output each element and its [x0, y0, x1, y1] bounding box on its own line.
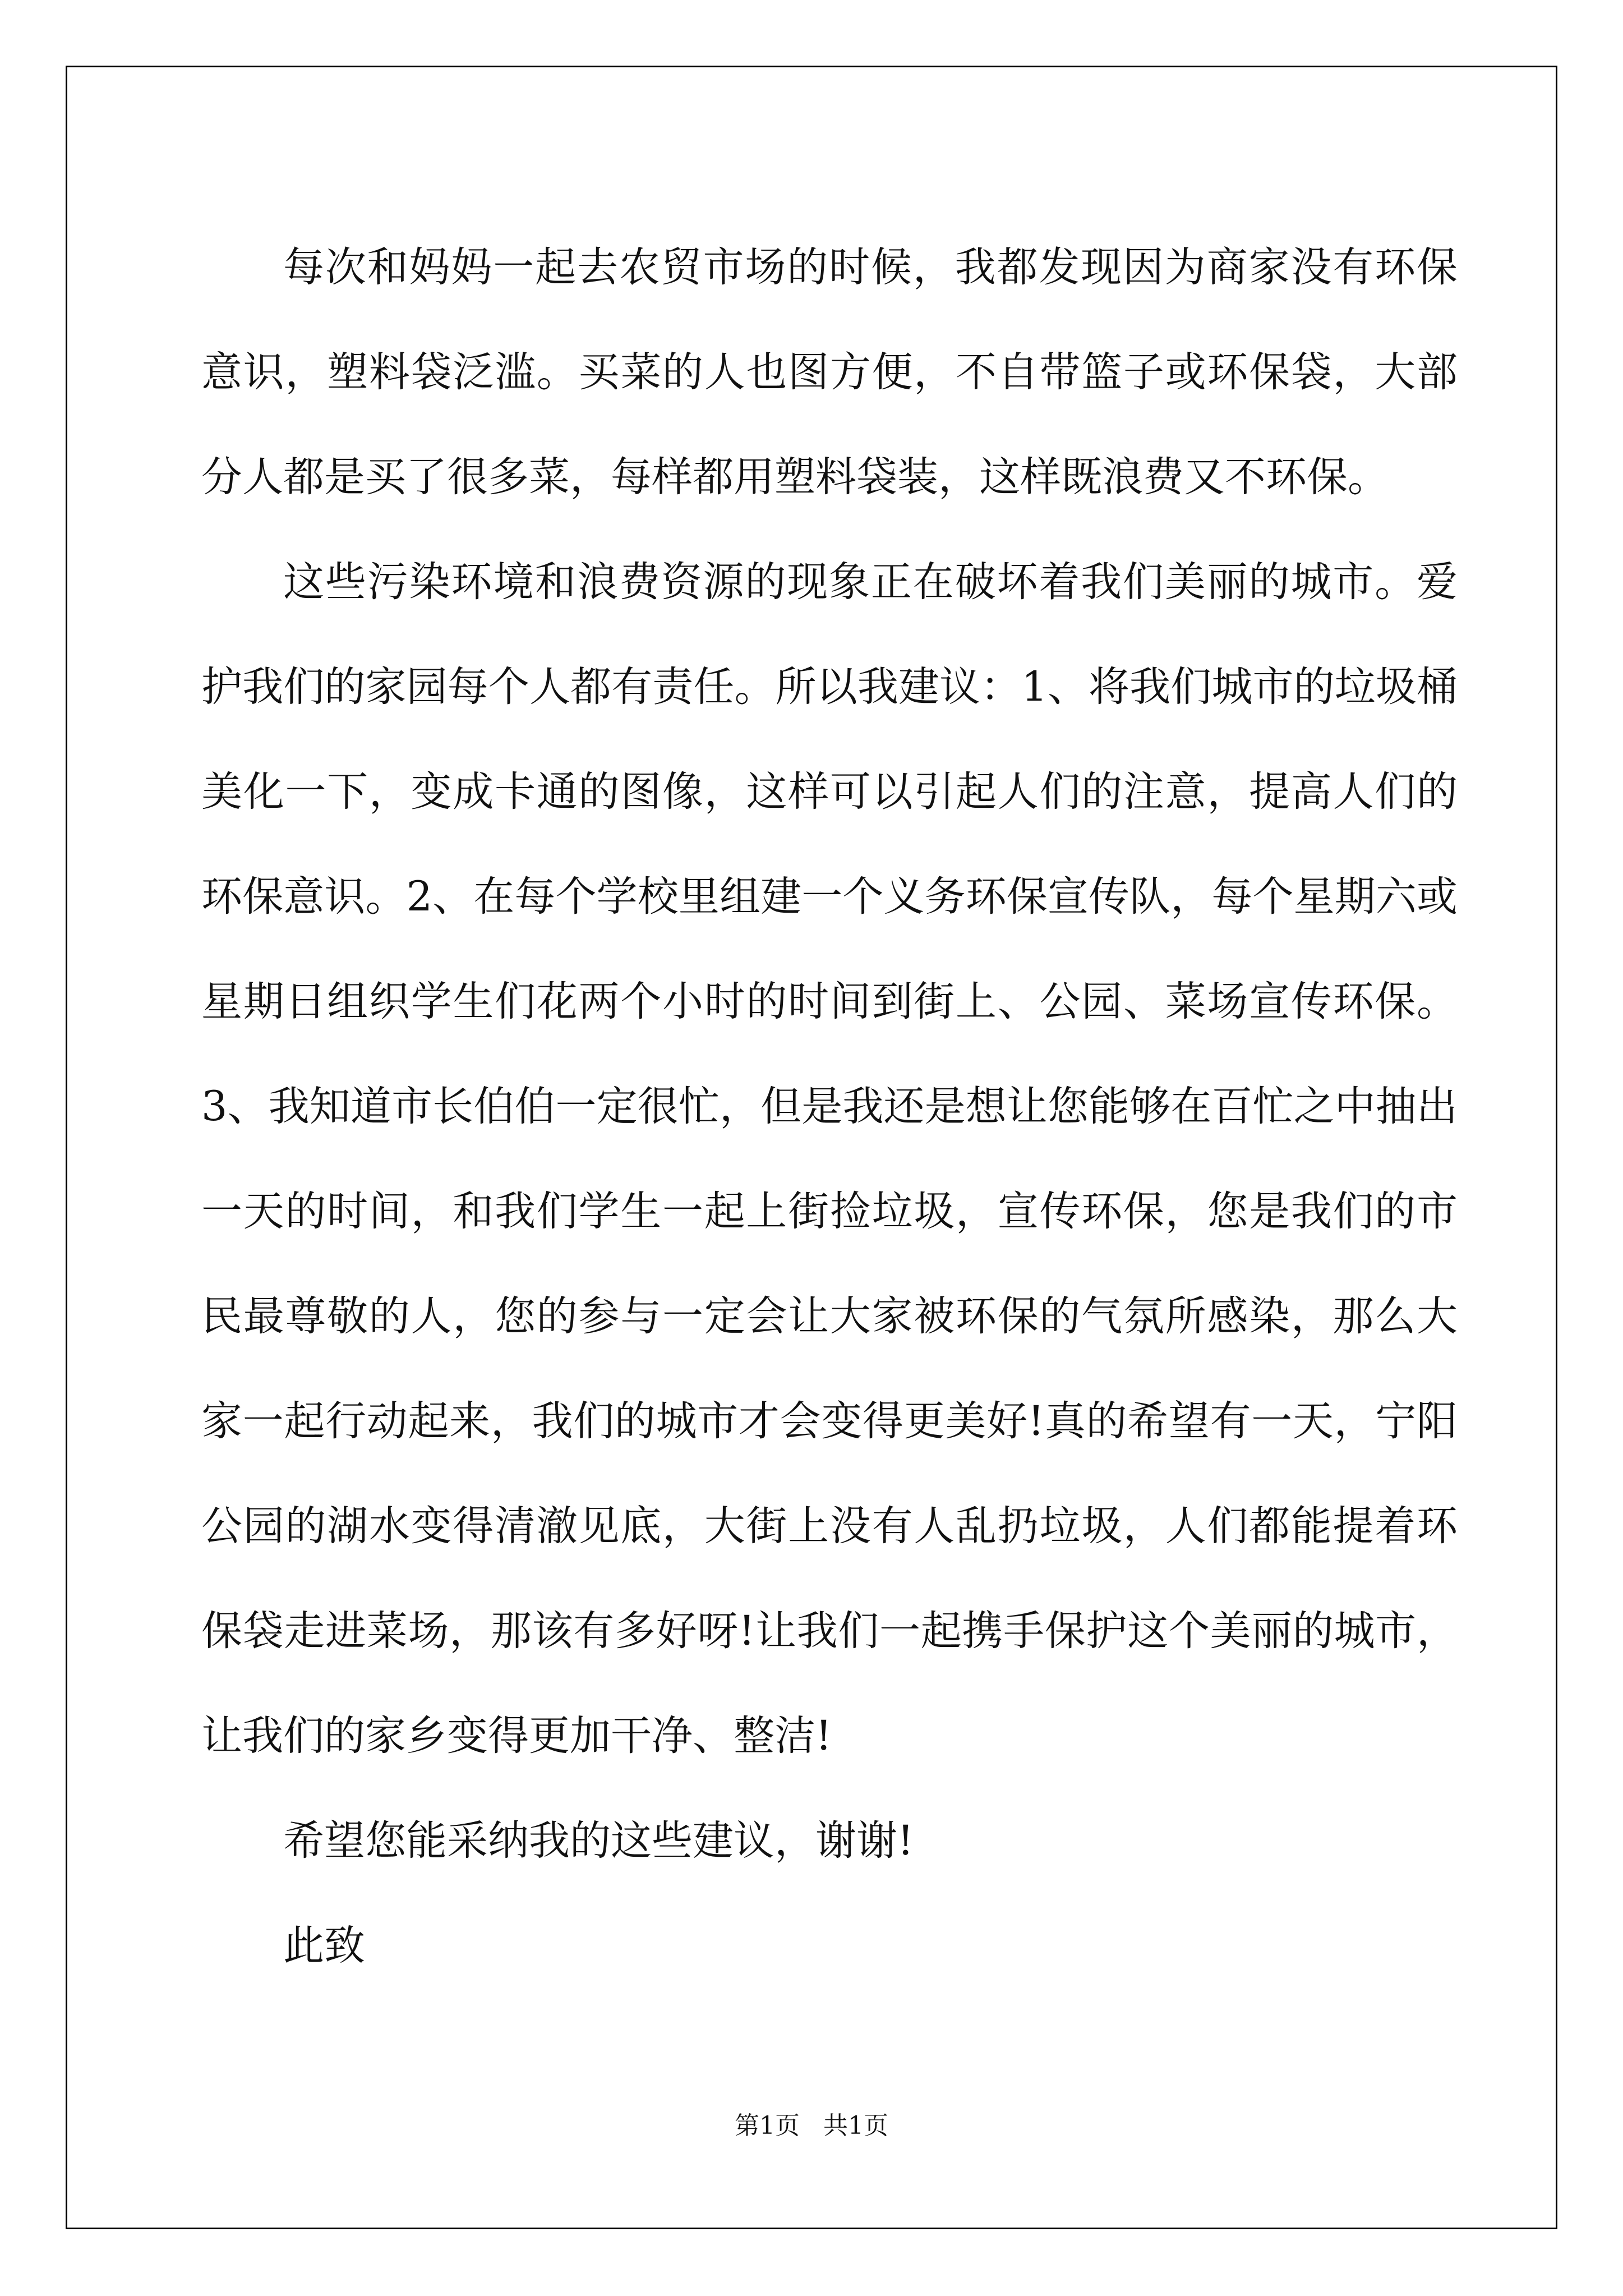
- page-footer: 第1页 共1页: [735, 2111, 888, 2140]
- paragraph-suggestions: 这些污染环境和浪费资源的现象正在破坏着我们美丽的城市。爱护我们的家园每个人都有责任。所以我建议：1、将我们城市的垃圾桶美化一下，变成卡通的图像，这样可以引起人们的注意，提高人们的环保意识。2、在每个学校里组建一个义务环保宣传队，每个星期六或星期日组织学生们花两个小时的时间到街上、公园、菜场宣传环保。3、我知道市长伯伯一定很忙，但是我还是想让您能够在百忙之中抽出一天的时间，和我们学生一起上街捡垃圾，宣传环保，您是我们的市民最尊敬的人，您的参与一定会让大家被环保的气氛所感染，那么大家一起行动起来，我们的城市才会变得更美好!真的希望有一天，宁阳公园的湖水变得清澈见底，大街上没有人乱扔垃圾，人们都能提着环保袋走进菜场，那该有多好呀!让我们一起携手保护这个美丽的城市，让我们的家乡变得更加干净、整洁!: [201, 558, 1458, 1760]
- paragraph-hope: 希望您能采纳我的这些建议，谢谢!: [283, 1817, 914, 1865]
- letter-body: [201, 215, 1458, 1998]
- paragraph-closing: 此致: [283, 1922, 365, 1970]
- paragraph-market: 每次和妈妈一起去农贸市场的时候，我都发现因为商家没有环保意识，塑料袋泛滥。买菜的人也图方便，不自带篮子或环保袋，大部分人都是买了很多菜，每样都用塑料袋装，这样既浪费又不环保。: [201, 243, 1458, 501]
